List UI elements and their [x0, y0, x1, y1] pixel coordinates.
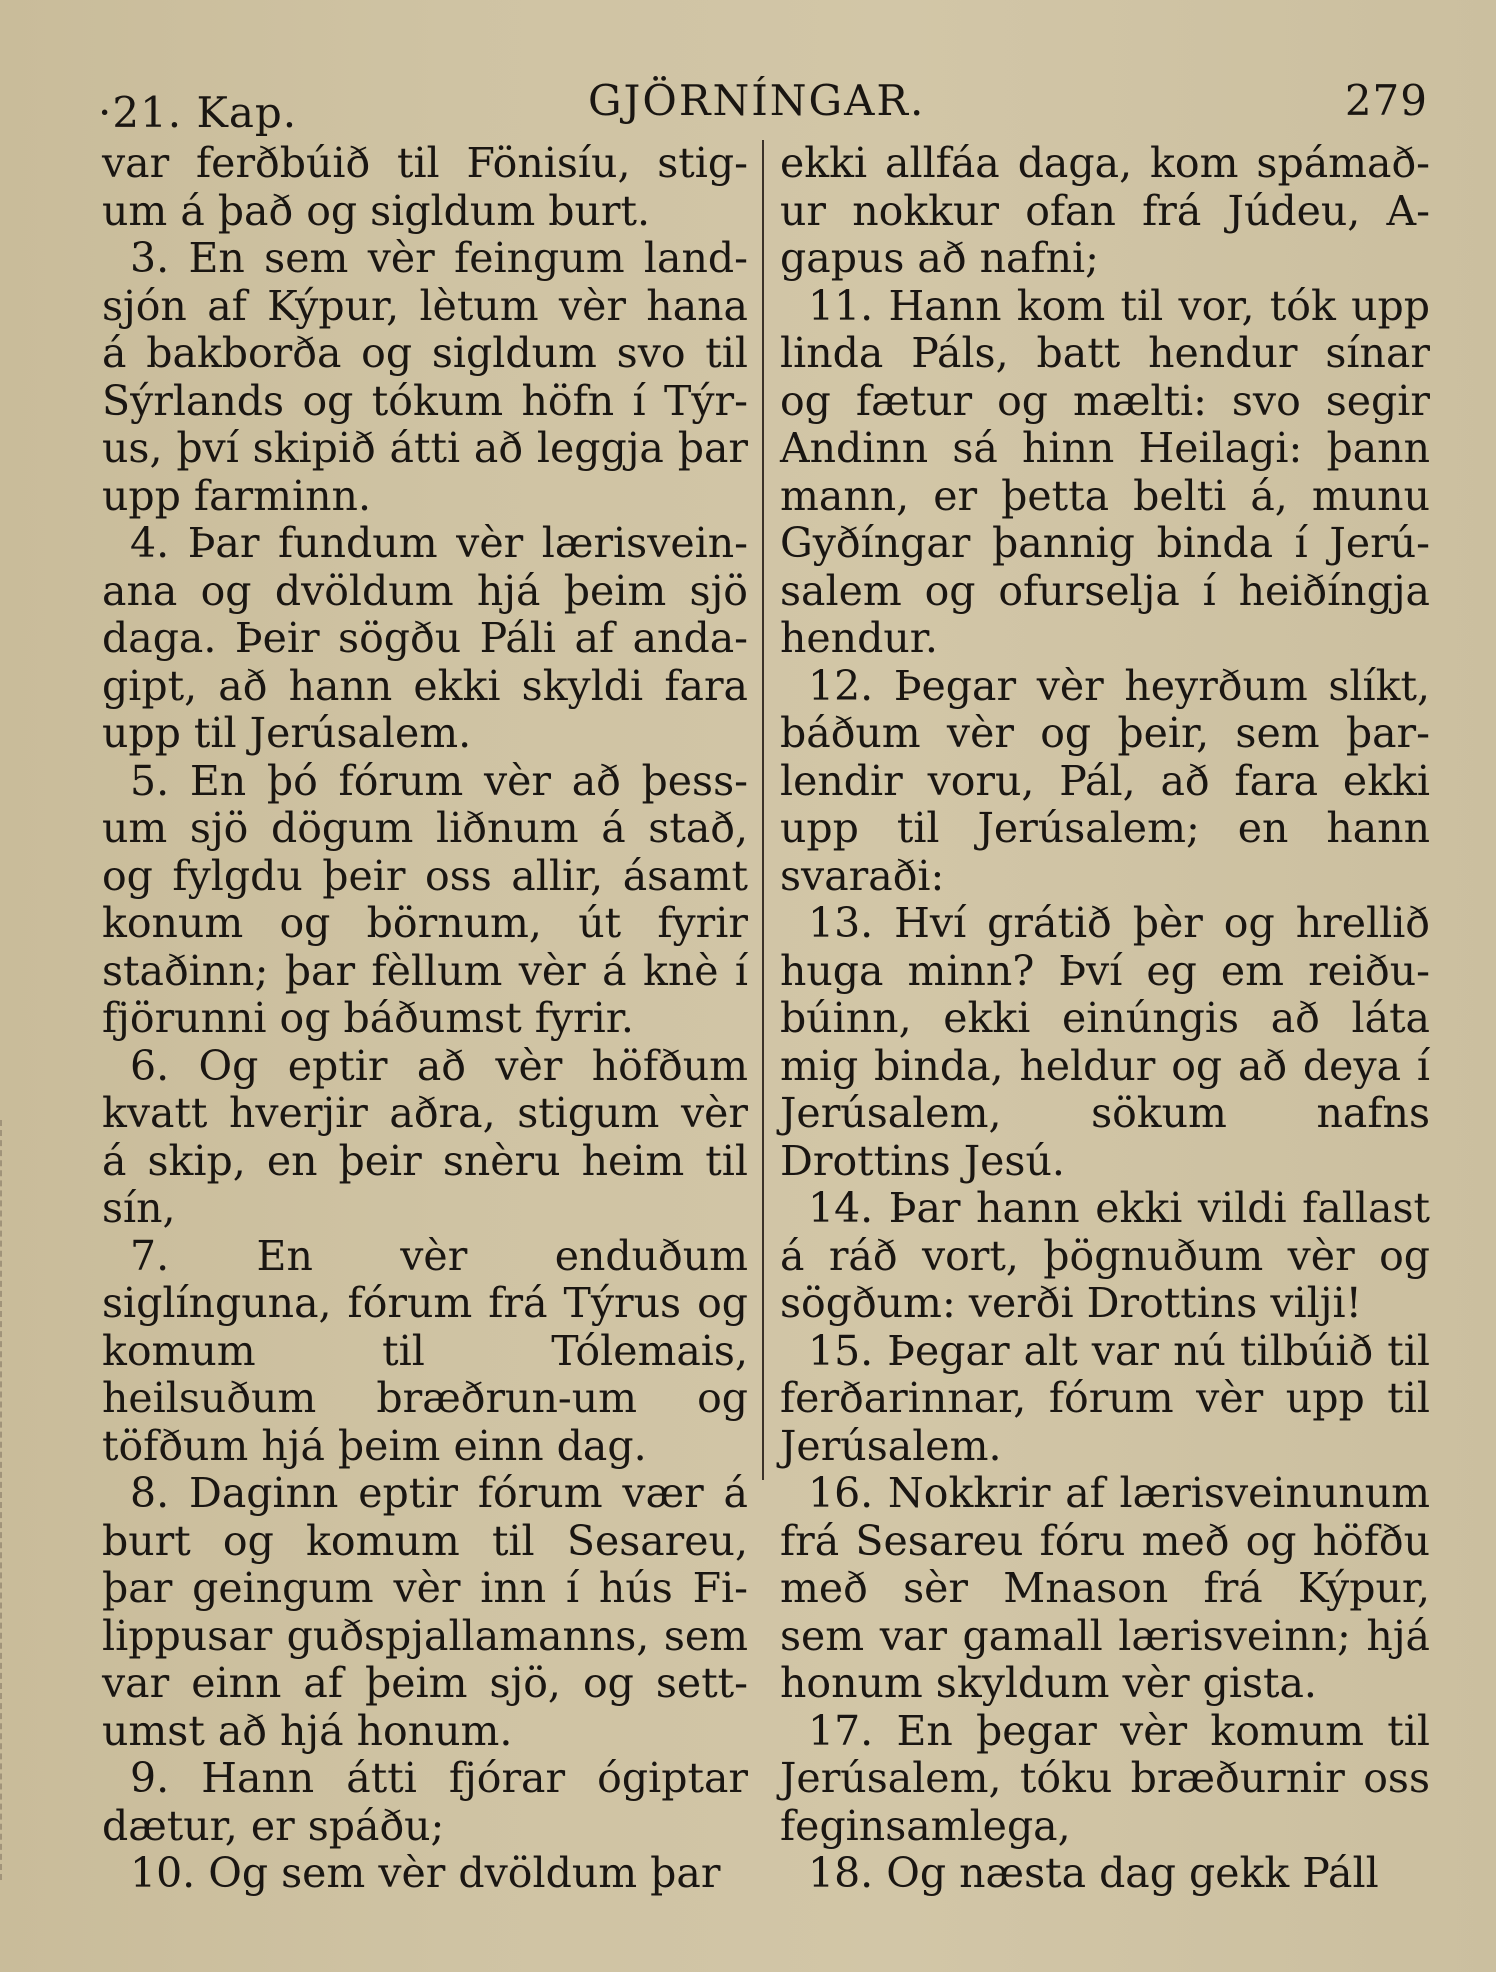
- right-column: [780, 140, 1430, 1898]
- paragraph: var ferðbúið til Fönisíu, stig-um á það og sigldum burt.: [102, 139, 748, 235]
- page-number: 279: [1344, 76, 1428, 125]
- verse-6: 6. Og eptir að vèr höfðum kvatt hverjir aðra, stigum vèr á skip, en þeir snèru heim til sín,: [102, 1041, 748, 1232]
- verse-12: 12. Þegar vèr heyrðum slíkt, báðum vèr og þeir, sem þar-lendir voru, Pál, að fara ekki upp til Jerúsalem; en hann svaraði:: [780, 661, 1430, 900]
- verse-15: 15. Þegar alt var nú tilbúið til ferðarinnar, fórum vèr upp til Jerúsalem.: [780, 1326, 1430, 1470]
- paragraph: ekki allfáa daga, kom spámað-ur nokkur ofan frá Júdeu, A-gapus að nafni;: [780, 139, 1430, 282]
- chapter-label: ·21. Kap.: [98, 88, 298, 137]
- verse-3: 3. En sem vèr feingum land-sjón af Kýpur, lètum vèr hana á bakborða og sigldum svo til Sýrlands og tókum höfn í Týr-us, því skipið átti að leggja þar upp farminn.: [102, 234, 748, 520]
- book-title: GJÖRNÍNGAR.: [588, 76, 926, 125]
- verse-16: 16. Nokkrir af lærisveinunum frá Sesareu fóru með og höfðu með sèr Mnason frá Kýpur, sem var gamall lærisveinn; hjá honum skyldum vèr gista.: [780, 1469, 1430, 1707]
- verse-10: 10. Og sem vèr dvöldum þar: [130, 1849, 721, 1897]
- verse-9: 9. Hann átti fjórar ógiptar dætur, er spáðu;: [102, 1754, 748, 1850]
- running-header: [98, 66, 1428, 137]
- verse-4: 4. Þar fundum vèr lærisvein-ana og dvöldum hjá þeim sjö daga. Þeir sögðu Páli af anda-gipt, að hann ekki skyldi fara upp til Jerúsalem.: [102, 519, 748, 757]
- verse-5: 5. En þó fórum vèr að þess-um sjö dögum liðnum á stað, og fylgdu þeir oss allir, ásamt konum og börnum, út fyrir staðinn; þar fèllum vèr á knè í fjörunni og báðumst fyrir.: [102, 756, 748, 1042]
- column-divider: [762, 140, 764, 1480]
- page-edge-marks: [0, 1120, 8, 1880]
- left-column: [102, 140, 748, 1898]
- verse-17: 17. En þegar vèr komum til Jerúsalem, tóku bræðurnir oss feginsamlega,: [780, 1706, 1430, 1850]
- verse-14: 14. Þar hann ekki vildi fallast á ráð vort, þögnuðum vèr og sögðum: verði Drottins vilji!: [780, 1184, 1430, 1327]
- verse-11: 11. Hann kom til vor, tók upp linda Páls, batt hendur sínar og fætur og mælti: svo segir Andinn sá hinn Heilagi: þann mann, er þetta belti á, munu Gyðíngar þannig binda í Jerú-salem og ofurselja í heiðíngja hendur.: [780, 281, 1430, 662]
- verse-13: 13. Hví grátið þèr og hrellið huga minn? Því eg em reiðu-búinn, ekki einúngis að láta mig binda, heldur og að deya í Jerúsalem, sökum nafns Drottins Jesú.: [780, 899, 1430, 1185]
- verse-18: 18. Og næsta dag gekk Páll: [808, 1849, 1379, 1897]
- verse-7: 7. En vèr enduðum siglínguna, fórum frá Týrus og komum til Tólemais, heilsuðum bræðrun-um og töfðum hjá þeim einn dag.: [102, 1231, 748, 1470]
- verse-8: 8. Daginn eptir fórum vær á burt og komum til Sesareu, þar geingum vèr inn í hús Fi-lippusar guðspjallamanns, sem var einn af þeim sjö, og sett-umst að hjá honum.: [102, 1469, 748, 1755]
